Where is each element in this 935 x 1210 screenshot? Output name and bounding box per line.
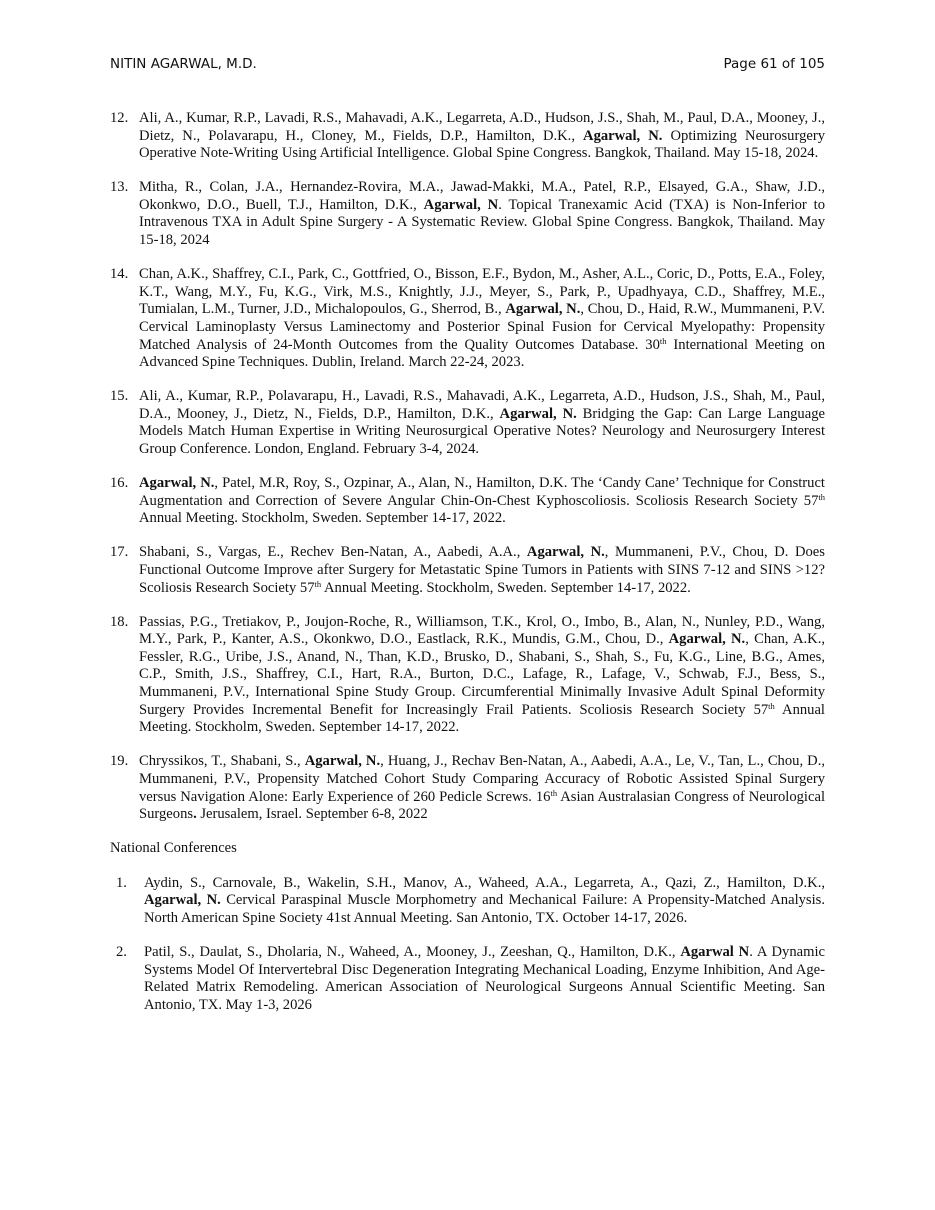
- list-item: 15. Ali, A., Kumar, R.P., Polavarapu, H., Lavadi, R.S., Mahavadi, A.K., Legarreta, A.D., Hudson, J.S., Shah, M., Paul, D.A., Mooney, J., Dietz, N., Fields, D.P., Hamilton, D.K., Agarwal, N. Bridging the Gap: Can Large Language Models Match Human Expertise in Writing Neurosurgical Operative Notes? Neurology and Neurosurgery Interest Group Conference. London, England. February 3-4, 2024.: [110, 388, 825, 457]
- section-heading-national-conferences: National Conferences: [110, 840, 237, 857]
- international-conferences-list: [110, 110, 825, 824]
- author-name: NITIN AGARWAL, M.D.: [110, 56, 257, 72]
- list-item: 1. Aydin, S., Carnovale, B., Wakelin, S.H., Manov, A., Waheed, A.A., Legarreta, A., Qazi, Z., Hamilton, D.K., Agarwal, N. Cervical Paraspinal Muscle Morphometry and Mechanical Failure: A Propensity-Matched Analysis. North American Spine Society 41st Annual Meeting. San Antonio, TX. October 14-17, 2026.: [116, 874, 825, 926]
- national-conferences-list: [110, 875, 825, 1015]
- list-item: 13. Mitha, R., Colan, J.A., Hernandez-Rovira, M.A., Jawad-Makki, M.A., Patel, R.P., Elsayed, G.A., Shaw, J.D., Okonkwo, D.O., Buell, T.J., Hamilton, D.K., Agarwal, N. Topical Tranexamic Acid (TXA) is Non-Inferior to Intravenous TXA in Adult Spine Surgery - A Systematic Review. Global Spine Congress. Bangkok, Thailand. May 15-18, 2024: [110, 179, 825, 249]
- page-number: Page 61 of 105: [723, 56, 825, 72]
- list-item: 19. Chryssikos, T., Shabani, S., Agarwal, N., Huang, J., Rechav Ben-Natan, A., Aabedi, A.A., Le, V., Tan, L., Chou, D., Mummaneni, P.V., Propensity Matched Cohort Study Comparing Accuracy of Robotic Assisted Spinal Surgery versus Navigation Alone: Early Experience of 260 Pedicle Screws. 16th Asian Australasian Congress of Neurological Surgeons. Jerusalem, Israel. September 6-8, 2022: [110, 753, 825, 823]
- document-body: [110, 110, 825, 1031]
- list-item: 12. Ali, A., Kumar, R.P., Lavadi, R.S., Mahavadi, A.K., Legarreta, A.D., Hudson, J.S., Shah, M., Paul, D.A., Mooney, J., Dietz, N., Polavarapu, H., Cloney, M., Fields, D.P., Hamilton, D.K., Agarwal, N. Optimizing Neurosurgery Operative Note-Writing Using Artificial Intelligence. Global Spine Congress. Bangkok, Thailand. May 15-18, 2024.: [110, 110, 825, 162]
- list-item: 2. Patil, S., Daulat, S., Dholaria, N., Waheed, A., Mooney, J., Zeeshan, Q., Hamilton, D.K., Agarwal N. A Dynamic Systems Model Of Intervertebral Disc Degeneration Integrating Mechanical Loading, Enzyme Inhibition, And Age-Related Matrix Remodeling. American Association of Neurological Surgeons Annual Scientific Meeting. San Antonio, TX. May 1-3, 2026: [116, 944, 825, 1013]
- list-item: 16. Agarwal, N., Patel, M.R, Roy, S., Ozpinar, A., Alan, N., Hamilton, D.K. The ‘Candy Cane’ Technique for Construct Augmentation and Correction of Severe Angular Chin-On-Chest Kyphoscoliosis. Scoliosis Research Society 57th Annual Meeting. Stockholm, Sweden. September 14-17, 2022.: [110, 475, 825, 527]
- list-item: 17. Shabani, S., Vargas, E., Rechev Ben-Natan, A., Aabedi, A.A., Agarwal, N., Mummaneni, P.V., Chou, D. Does Functional Outcome Improve after Surgery for Metastatic Spine Tumors in Patients with SINS 7-12 and SINS >12? Scoliosis Research Society 57th Annual Meeting. Stockholm, Sweden. September 14-17, 2022.: [110, 544, 825, 596]
- list-item: 18. Passias, P.G., Tretiakov, P., Joujon-Roche, R., Williamson, T.K., Krol, O., Imbo, B., Alan, N., Nunley, P.D., Wang, M.Y., Park, P., Kanter, A.S., Okonkwo, D.O., Eastlack, R.K., Mundis, G.M., Chou, D., Agarwal, N., Chan, A.K., Fessler, R.G., Uribe, J.S., Anand, N., Than, K.D., Brusko, D., Shabani, S., Shah, S., Fu, K.G., Line, B.G., Ames, C.P., Smith, J.S., Shaffrey, C.I., Hart, R.A., Burton, D.C., Lafage, R., Lafage, V., Schwab, F.J., Bess, S., Mummaneni, P.V., International Spine Study Group. Circumferential Minimally Invasive Adult Spinal Deformity Surgery Provides Incremental Benefit for Increasingly Frail Patients. Scoliosis Research Society 57th Annual Meeting. Stockholm, Sweden. September 14-17, 2022.: [110, 613, 825, 736]
- list-item: 14. Chan, A.K., Shaffrey, C.I., Park, C., Gottfried, O., Bisson, E.F., Bydon, M., Asher, A.L., Coric, D., Potts, E.A., Foley, K.T., Wang, M.Y., Fu, K.G., Virk, M.S., Knightly, J.J., Meyer, S., Park, P., Upadhyaya, C.D., Shaffrey, M.E., Tumialan, L.M., Turner, J.D., Michalopoulos, G., Sherrod, B., Agarwal, N., Chou, D., Haid, R.W., Mummaneni, P.V. Cervical Laminoplasty Versus Laminectomy and Posterior Spinal Fusion for Cervical Myelopathy: Propensity Matched Analysis of 24-Month Outcomes from the Quality Outcomes Database. 30th International Meeting on Advanced Spine Techniques. Dublin, Ireland. March 22-24, 2023.: [110, 266, 825, 371]
